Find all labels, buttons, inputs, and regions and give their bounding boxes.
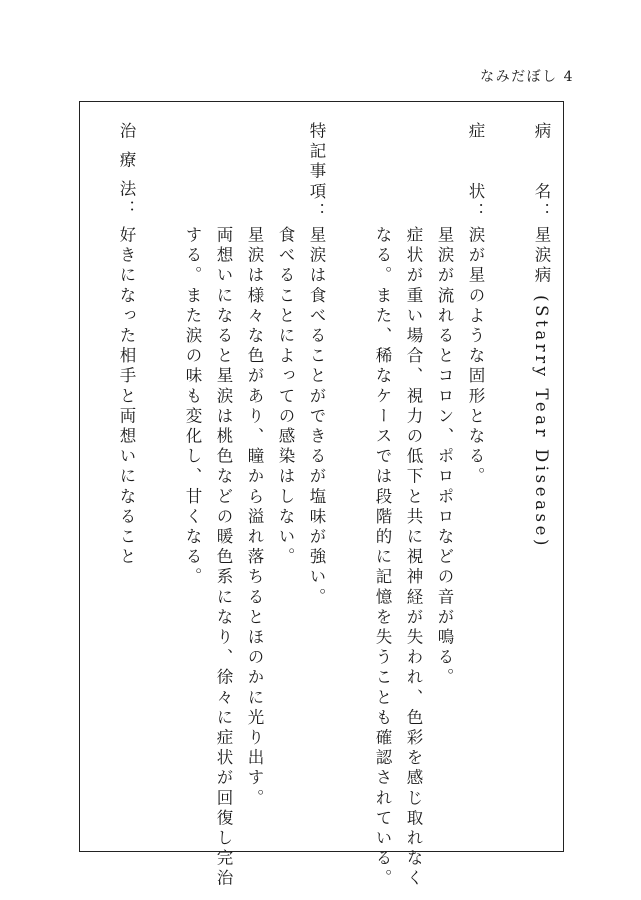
disease-name-column bbox=[528, 122, 554, 842]
symptoms-line-3 bbox=[400, 122, 426, 890]
notes-label: 特記事項： bbox=[307, 122, 326, 223]
symptoms-line-4 bbox=[369, 122, 395, 890]
symptoms-text: 涙が星のような固形となる。 bbox=[466, 226, 485, 488]
notes-line-3 bbox=[241, 122, 267, 842]
treatment-label: 治 療 法： bbox=[117, 122, 136, 221]
symptoms-line-2 bbox=[431, 122, 457, 842]
symptoms-text: 星涙が流れるとコロン、ポロポロなどの音が鳴る。 bbox=[435, 226, 454, 689]
disease-name-value: 星涙病 (Starry Tear Disease) bbox=[532, 226, 551, 549]
notes-text: 食べることによっての感染はしない。 bbox=[276, 226, 295, 568]
symptoms-label: 症 状： bbox=[466, 122, 485, 223]
notes-line-4 bbox=[210, 122, 236, 890]
treatment-column bbox=[113, 122, 139, 842]
notes-line-2 bbox=[272, 122, 298, 842]
notes-text: 星涙は食べることができるが塩味が強い。 bbox=[307, 226, 326, 608]
treatment-value: 好きになった相手と両想いになること bbox=[117, 226, 136, 568]
notes-line-5 bbox=[179, 122, 205, 842]
symptoms-line-1 bbox=[462, 122, 488, 842]
page-header: なみだぼし 4 bbox=[480, 69, 574, 85]
notes-text: 星涙は様々な色があり、瞳から溢れ落ちるとほのかに光り出す。 bbox=[245, 226, 264, 809]
symptoms-text: なる。また、稀なケースでは段階的に記憶を失うことも確認されている。 bbox=[373, 226, 392, 890]
notes-text: 両想いになると星涙は桃色などの暖色系になり、徐々に症状が回復し完治 bbox=[214, 226, 233, 890]
notes-line-1 bbox=[303, 122, 329, 842]
disease-entry-frame bbox=[79, 101, 564, 890]
notes-text: する。また涙の味も変化し、甘くなる。 bbox=[183, 226, 202, 588]
disease-name-label: 病 名： bbox=[532, 122, 551, 223]
symptoms-text: 症状が重い場合、視力の低下と共に視神経が失われ、色彩を感じ取れなく bbox=[404, 226, 423, 890]
